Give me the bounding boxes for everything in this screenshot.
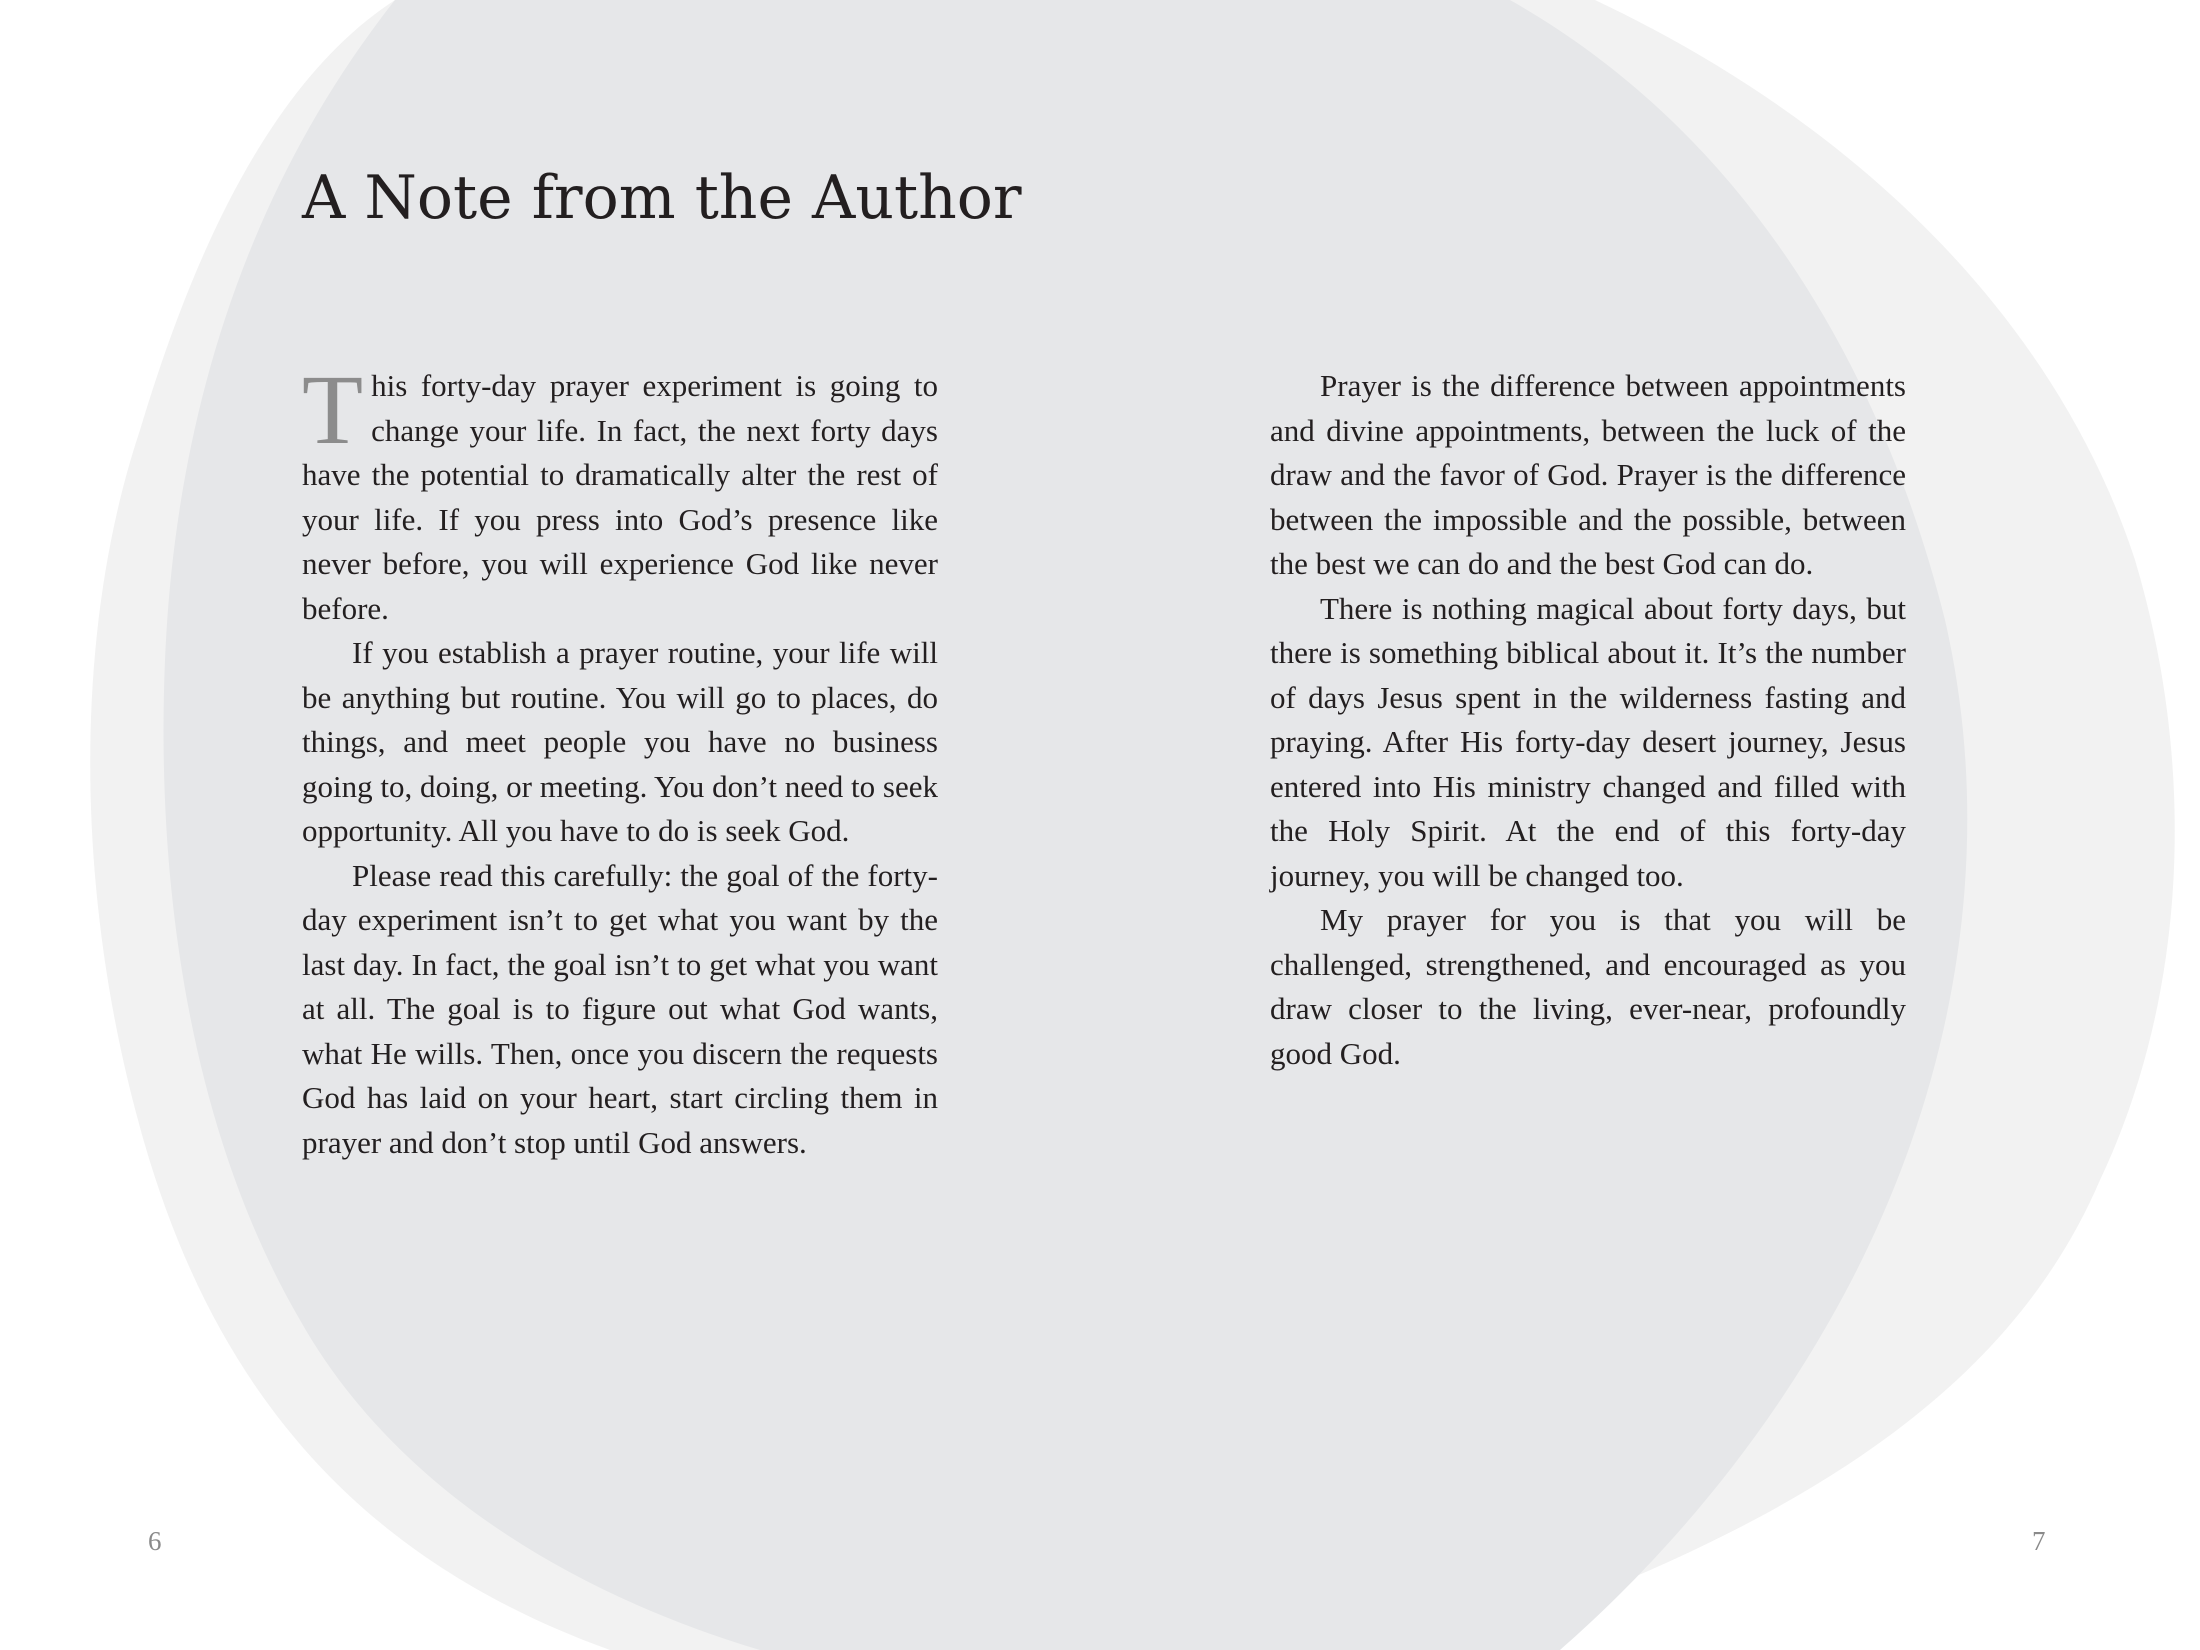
page-title: A Note from the Author	[302, 163, 1022, 233]
page-number-left: 6	[148, 1526, 162, 1556]
page-number-right: 7	[2032, 1526, 2046, 1556]
paragraph-text: his forty-day prayer experiment is going to change your life. In fact, the next forty days have the potential to dramatically alter the rest of your life. If you press into God’s presence like never before, you will experience God like never before.	[302, 368, 938, 626]
right-text-column	[1270, 364, 1906, 1076]
paragraph: If you establish a prayer routine, your life will be anything but routine. You will go to places, do things, and meet people you have no business going to, doing, or meeting. You don’t need to seek opportunity. All you have to do is seek God.	[302, 635, 938, 848]
drop-cap: T	[302, 354, 364, 465]
left-text-column	[302, 354, 938, 1165]
paragraph: There is nothing magical about forty days, but there is something biblical about it. It’s the number of days Jesus spent in the wilderness fasting and praying. After His forty-day desert journey, Jesus entered into His ministry changed and filled with the Holy Spirit. At the end of this forty-day journey, you will be changed too.	[1270, 590, 1906, 893]
paragraph: Prayer is the difference between appointments and divine appointments, between the luck of the draw and the favor of God. Prayer is the difference between the impossible and the possible, between the best we can do and the best God can do.	[1270, 368, 1906, 581]
paragraph	[302, 354, 938, 631]
paragraph: Please read this carefully: the goal of the forty-day experiment isn’t to get what you want by the last day. In fact, the goal isn’t to get what you want at all. The goal is to figure out what God wants, what He wills. Then, once you discern the requests God has laid on your heart, start circling them in prayer and don’t stop until God answers.	[302, 857, 938, 1160]
paragraph: My prayer for you is that you will be challenged, strengthened, and encouraged as you draw closer to the living, ever-near, profoundly good God.	[1270, 902, 1906, 1071]
